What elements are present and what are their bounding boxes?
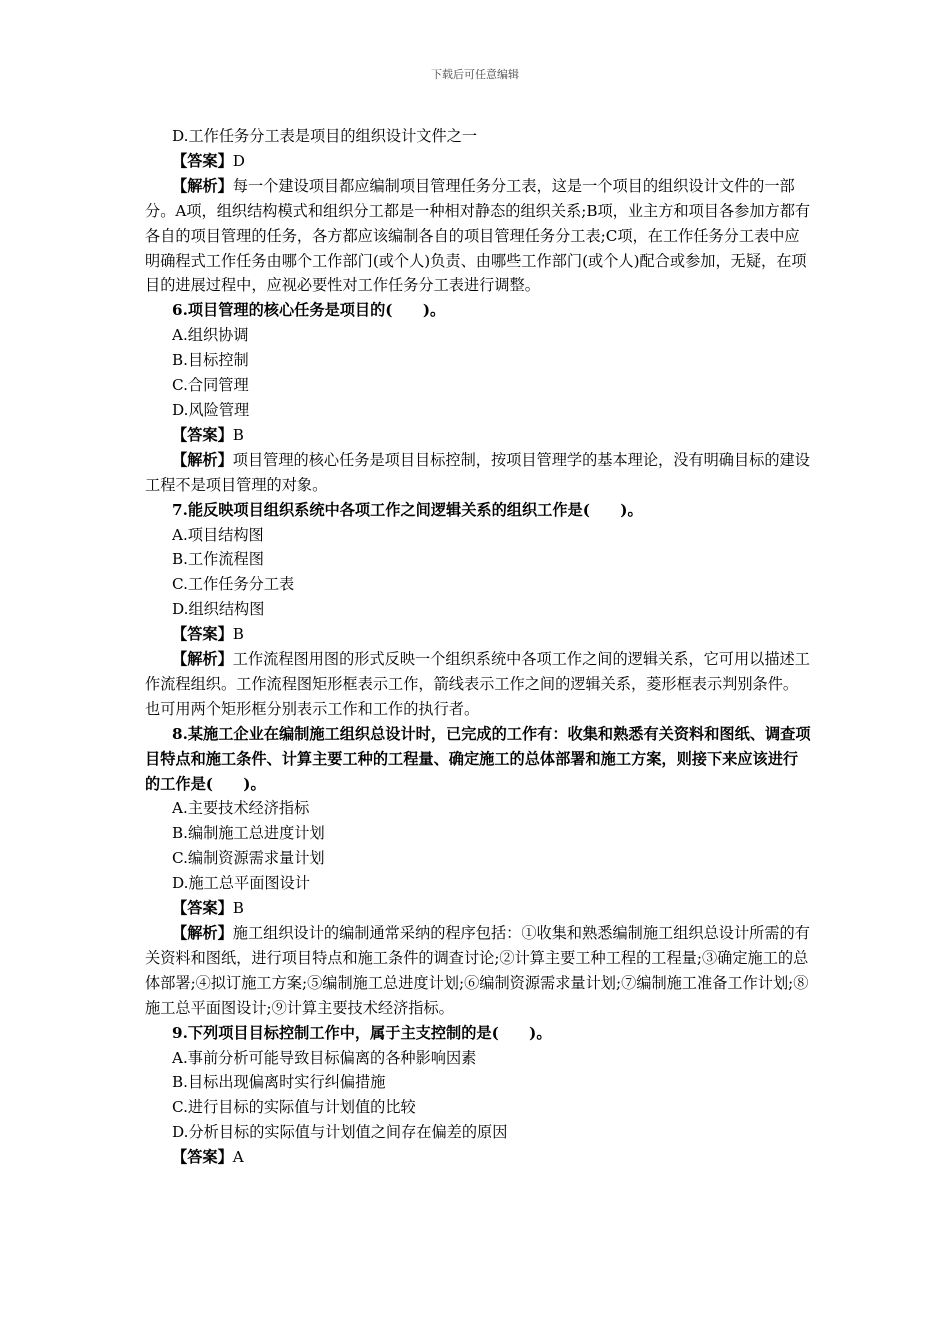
answer-label: 【答案】 [172,625,233,644]
option-item: B.目标出现偏离时实行纠偏措施 [172,1073,386,1092]
answer-value: B [232,425,244,444]
question-stem: 6.项目管理的核心任务是项目的( )。 [172,301,446,320]
question-stem: 9.下列项目目标控制工作中，属于主支控制的是( )。 [172,1023,552,1042]
question-stem: 8.某施工企业在编制施工组织总设计时，已完成的工作有：收集和熟悉有关资料和图纸、调查项目特点和施工条件、计算主要工种的工程量、确定施工的总体部署和施工方案，则接下来应该进行的工作是( )。 [145,724,811,793]
analysis-paragraph [145,647,811,722]
option-item: A.项目结构图 [172,525,264,544]
option-item: B.编制施工总进度计划 [172,824,325,843]
option-item: B.工作流程图 [172,550,264,569]
answer-value: B [232,625,244,644]
option-item: A.事前分析可能导致目标偏离的各种影响因素 [172,1048,477,1067]
analysis-text: 施工组织设计的编制通常采纳的程序包括：①收集和熟悉编制施工组织总设计所需的有关资料和图纸，进行项目特点和施工条件的调查讨论;②计算主要工种工程的工程量;③确定施工的总体部署;④拟订施工方案;⑤编制施工总进度计划;⑥编制资源需求量计划;⑦编制施工准备工作计划;⑧施工总平面图设计;⑨计算主要技术经济指标。 [145,924,810,1017]
analysis-text: 工作流程图用图的形式反映一个组织系统中各项工作之间的逻辑关系，它可用以描述工作流程组织。工作流程图矩形框表示工作，箭线表示工作之间的逻辑关系，菱形框表示判别条件。也可用两个矩形框分别表示工作和工作的执行者。 [145,650,810,718]
analysis-paragraph [145,448,811,498]
analysis-text: 项目管理的核心任务是项目目标控制，按项目管理学的基本理论，没有明确目标的建设工程不是项目管理的对象。 [145,450,810,494]
answer-label: 【答案】 [172,899,233,918]
answer-line [145,896,811,921]
document-body [145,124,811,1170]
answer-label: 【答案】 [172,151,233,170]
option-item: C.工作任务分工表 [172,575,295,594]
option-item: D.组织结构图 [172,600,265,619]
answer-value: B [232,899,244,918]
question-stem: 7.能反映项目组织系统中各项工作之间逻辑关系的组织工作是( )。 [172,500,643,519]
option-d-item: D.工作任务分工表是项目的组织设计文件之一 [172,127,478,145]
answer-value: D [232,151,245,170]
answer-line [145,1145,811,1170]
analysis-paragraph [145,921,811,1021]
analysis-text: 每一个建设项目都应编制项目管理任务分工表，这是一个项目的组织设计文件的一部分。A项，组织结构模式和组织分工都是一种相对静态的组织关系;B项，业主方和项目各参加方都有各自的项目管理的任务，各方都应该编制各自的项目管理任务分工表;C项，在工作任务分工表中应明确程式工作任务由哪个工作部门(或个人)负责、由哪些工作部门(或个人)配合或参加，无疑，在项目的进展过程中，应视必要性对工作任务分工表进行调整。 [145,176,811,295]
option-item: C.编制资源需求量计划 [172,849,325,868]
answer-line [145,622,811,647]
option-item: D.分析目标的实际值与计划值之间存在偏差的原因 [172,1123,508,1142]
analysis-label: 【解析】 [172,450,233,469]
page-header: 下载后可任意编辑 [431,68,519,81]
answer-line [145,149,811,174]
option-item: A.组织协调 [172,326,249,345]
analysis-label: 【解析】 [172,650,233,669]
option-item: D.施工总平面图设计 [172,874,310,893]
option-item: B.目标控制 [172,351,249,370]
analysis-paragraph [145,174,811,299]
analysis-label: 【解析】 [172,176,233,195]
option-item: A.主要技术经济指标 [172,799,310,818]
option-item: C.合同管理 [172,376,249,395]
answer-label: 【答案】 [172,425,233,444]
option-item: D.风险管理 [172,400,250,419]
answer-value: A [232,1148,244,1167]
analysis-label: 【解析】 [172,924,233,942]
option-item: C.进行目标的实际值与计划值的比较 [172,1098,416,1117]
answer-line [145,423,811,448]
answer-label: 【答案】 [172,1148,233,1167]
